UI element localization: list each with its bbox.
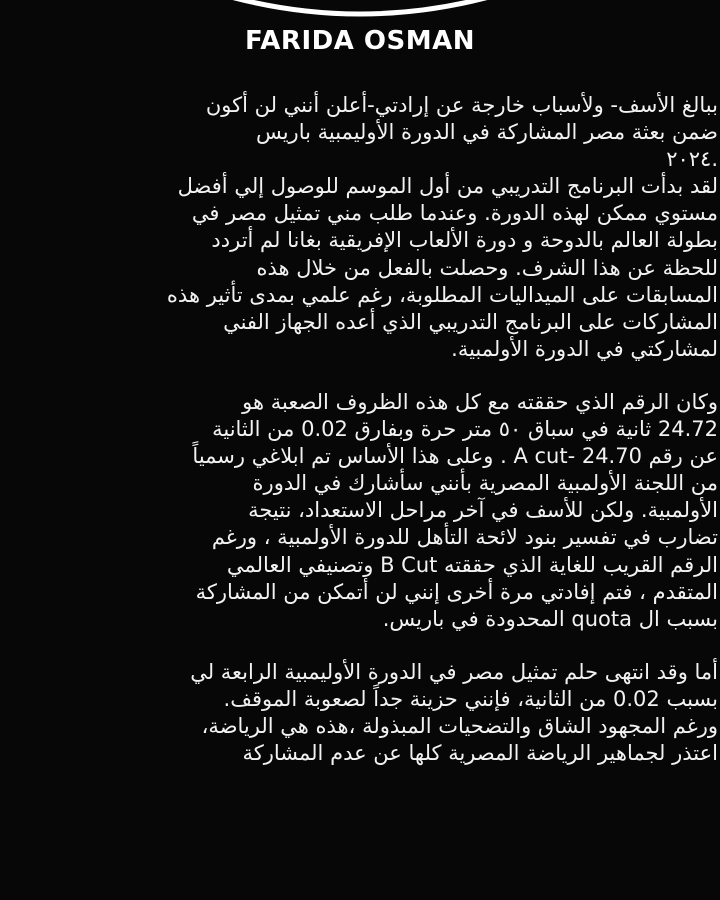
text-line: لمشاركتي في الدورة الأولمبية. xyxy=(451,336,718,361)
paragraph-3 xyxy=(90,659,718,767)
text-line: الأولمبية. ولكن للأسف في آخر مراحل الاستعداد، نتيجة xyxy=(248,498,718,523)
text-line: المشاركات على البرنامج التدريبي الذي أعده الجهاز الفني xyxy=(223,309,718,334)
logo-swoosh-icon xyxy=(180,0,540,20)
paragraph-1 xyxy=(90,92,718,363)
text-line: بسبب 0.02 من الثانية، فإنني حزينة جداً لصعوبة الموقف. xyxy=(223,686,718,711)
text-line: الرقم القريب للغاية الذي حققته B Cut وتصنيفي العالمي xyxy=(226,552,718,577)
text-line: عن رقم A cut- 24.70 . وعلى هذا الأساس تم ابلاغي رسمياً xyxy=(192,444,718,469)
text-line: المتقدم ، فتم إفادتي مرة أخرى إنني لن أتمكن من المشاركة xyxy=(195,579,718,604)
text-line: ورغم المجهود الشاق والتضحيات المبذولة ،هذه هي الرياضة، xyxy=(201,713,718,738)
text-line: للحظة عن هذا الشرف. وحصلت بالفعل من خلال هذه xyxy=(256,255,718,280)
text-line: ٢٠٢٤. xyxy=(666,147,718,172)
text-line: بسبب ال quota المحدودة في باريس. xyxy=(382,606,718,631)
text-line: ضمن بعثة مصر المشاركة في الدورة الأوليمبية باريس xyxy=(255,120,718,145)
paragraph-gap xyxy=(90,363,718,389)
text-line: لقد بدأت البرنامج التدريبي من أول الموسم للوصول إلي أفضل xyxy=(177,174,718,199)
statement-text xyxy=(90,92,718,767)
brand-name: FARIDA OSMAN xyxy=(245,26,475,56)
text-line: تضارب في تفسير بنود لائحة التأهل للدورة الأولمبية ، ورغم xyxy=(211,525,718,550)
text-line: ببالغ الأسف- ولأسباب خارجة عن إرادتي-أعلن أنني لن أكون xyxy=(205,93,718,117)
text-line: اعتذر لجماهير الرياضة المصرية كلها عن عدم المشاركة xyxy=(242,741,718,766)
text-line: أما وقد انتهى حلم تمثيل مصر في الدورة الأوليمبية الرابعة لي xyxy=(190,659,718,684)
text-line: من اللجنة الأولمبية المصرية بأنني سأشارك في الدورة xyxy=(252,471,718,496)
text-line: 24.72 ثانية في سباق ٥٠ متر حرة وبفارق 0.02 من الثانية xyxy=(212,417,718,442)
paragraph-2 xyxy=(90,389,718,633)
text-line: وكان الرقم الذي حققته مع كل هذه الظروف الصعبة هو xyxy=(242,389,718,414)
text-line: مستوي ممكن لهذه الدورة. وعندما طلب مني تمثيل مصر في xyxy=(191,201,718,226)
text-line: المسابقات على الميداليات المطلوبة، رغم علمي بمدى تأثير هذه xyxy=(166,282,718,307)
text-line: بطولة العالم بالدوحة و دورة الألعاب الإفريقية بغانا لم أتردد xyxy=(211,228,718,253)
paragraph-gap xyxy=(90,633,718,659)
